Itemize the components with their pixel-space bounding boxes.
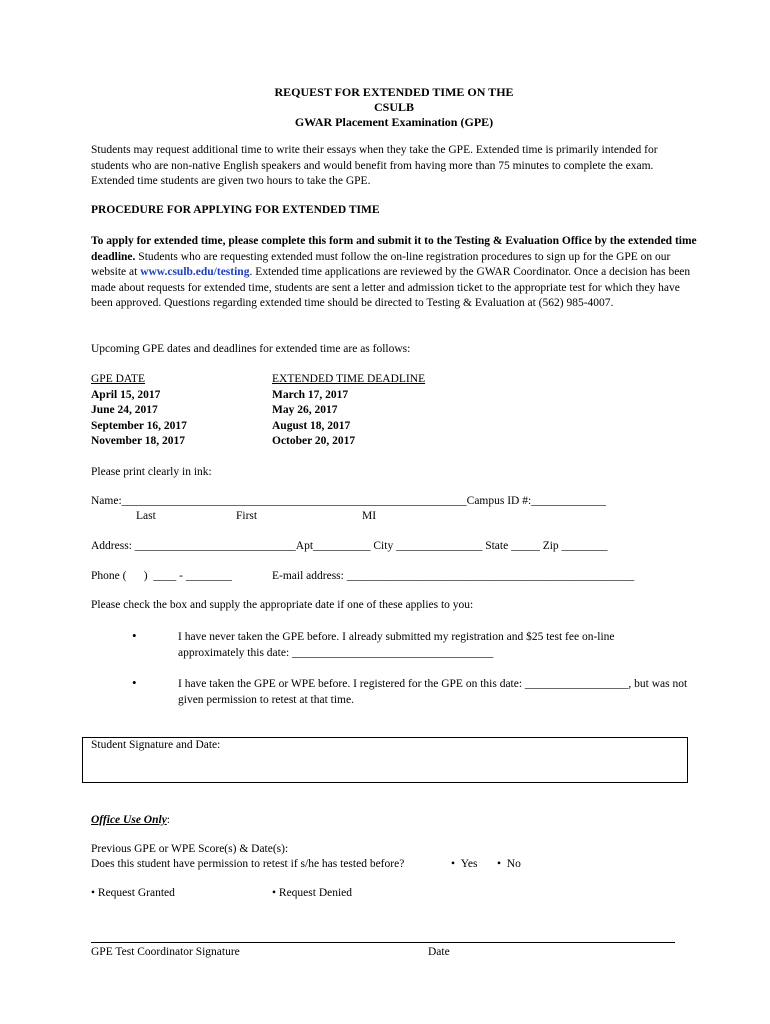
intro-paragraph: Students may request additional time to write their essays when they take the GPE. Extended time is primarily intended for students who are non-native English speakers and would benefit from having more than 75 minutes to complete the exam. Extended time students are given two hours to take the GPE.	[91, 144, 658, 187]
title-line-1: REQUEST FOR EXTENDED TIME ON THE	[274, 85, 514, 99]
no-option[interactable]	[497, 858, 521, 870]
request-granted-checkbox[interactable]: •	[91, 887, 96, 899]
signature-label: Student Signature and Date:	[91, 739, 221, 751]
print-instruction: Please print clearly in ink:	[91, 466, 212, 478]
procedure-heading: PROCEDURE FOR APPLYING FOR EXTENDED TIME	[91, 204, 380, 216]
gpe-date-4: November 18, 2017	[91, 435, 186, 447]
deadline-3: August 18, 2017	[272, 420, 351, 432]
testing-website-link[interactable]: www.csulb.edu/testing	[140, 266, 250, 278]
no-checkbox[interactable]: •	[497, 858, 502, 870]
email-field[interactable]: E-mail address: __________________________________________________	[272, 570, 635, 582]
office-use-title: Office Use Only	[91, 814, 167, 826]
yes-label: Yes	[460, 858, 478, 870]
coordinator-signature-line[interactable]	[91, 942, 675, 943]
procedure-text-a: Students who are requesting extended must follow the on-line registration procedures to sign up for the GPE on our website at	[91, 250, 671, 278]
name-first-label: First	[236, 510, 258, 522]
no-label: No	[506, 858, 521, 870]
date-label: Date	[428, 946, 450, 958]
procedure-paragraph	[91, 234, 697, 312]
gpe-date-2: June 24, 2017	[91, 404, 158, 416]
retest-question: Does this student have permission to retest if s/he has tested before?	[91, 858, 405, 870]
title-line-2: CSULB	[373, 100, 414, 114]
option-1-text: I have never taken the GPE before. I already submitted my registration and $25 test fee on-line approximately this date: ___________________________________	[178, 631, 615, 659]
deadline-header: EXTENDED TIME DEADLINE	[272, 373, 426, 385]
dates-intro: Upcoming GPE dates and deadlines for extended time are as follows:	[91, 343, 411, 355]
address-field[interactable]: Address: ____________________________Apt__________ City _______________ State _____ Zip ________	[91, 540, 608, 552]
office-use-heading	[91, 814, 170, 826]
option-2-text: I have taken the GPE or WPE before. I registered for the GPE on this date: __________________, but was not given permission to retest at that time.	[178, 678, 688, 706]
deadline-2: May 26, 2017	[272, 404, 338, 416]
request-denied-option[interactable]	[272, 887, 352, 899]
option-1-checkbox[interactable]: •	[132, 628, 137, 643]
gpe-date-1: April 15, 2017	[91, 389, 161, 401]
procedure-bold-lead: To apply for extended time, please complete this form and submit it to the Testing & Evaluation Office by the extended time deadline.	[91, 235, 697, 263]
name-campus-id-field[interactable]: Name:____________________________________________________________Campus ID #:_____________	[91, 495, 606, 507]
name-mi-label: MI	[362, 510, 377, 522]
gpe-date-3: September 16, 2017	[91, 420, 187, 432]
request-denied-checkbox[interactable]: •	[272, 887, 277, 899]
yes-checkbox[interactable]: •	[451, 858, 456, 870]
phone-field[interactable]: Phone ( ) ____ - ________	[91, 570, 232, 582]
gpe-date-header: GPE DATE	[91, 373, 145, 385]
deadline-4: October 20, 2017	[272, 435, 356, 447]
coordinator-signature-label: GPE Test Coordinator Signature	[91, 946, 240, 958]
option-2-checkbox[interactable]: •	[132, 675, 137, 690]
check-instruction: Please check the box and supply the appropriate date if one of these applies to you:	[91, 599, 474, 611]
request-granted-label: Request Granted	[97, 887, 175, 899]
procedure-text-b: . Extended time applications are reviewed by the GWAR Coordinator. Once a decision has been made about requests for extended time, students are sent a letter and admission ticket to the appropriate test for which they have been approved. Questions regarding extended time should be directed to Testing & Evaluation at (562) 985-4007.	[91, 266, 691, 309]
name-last-label: Last	[136, 510, 156, 522]
request-granted-option[interactable]	[91, 887, 175, 899]
deadline-1: March 17, 2017	[272, 389, 349, 401]
previous-scores-label: Previous GPE or WPE Score(s) & Date(s):	[91, 843, 289, 855]
title-line-3: GWAR Placement Examination (GPE)	[294, 115, 494, 129]
request-denied-label: Request Denied	[278, 887, 353, 899]
office-use-colon: :	[166, 814, 170, 826]
yes-option[interactable]	[451, 858, 478, 870]
